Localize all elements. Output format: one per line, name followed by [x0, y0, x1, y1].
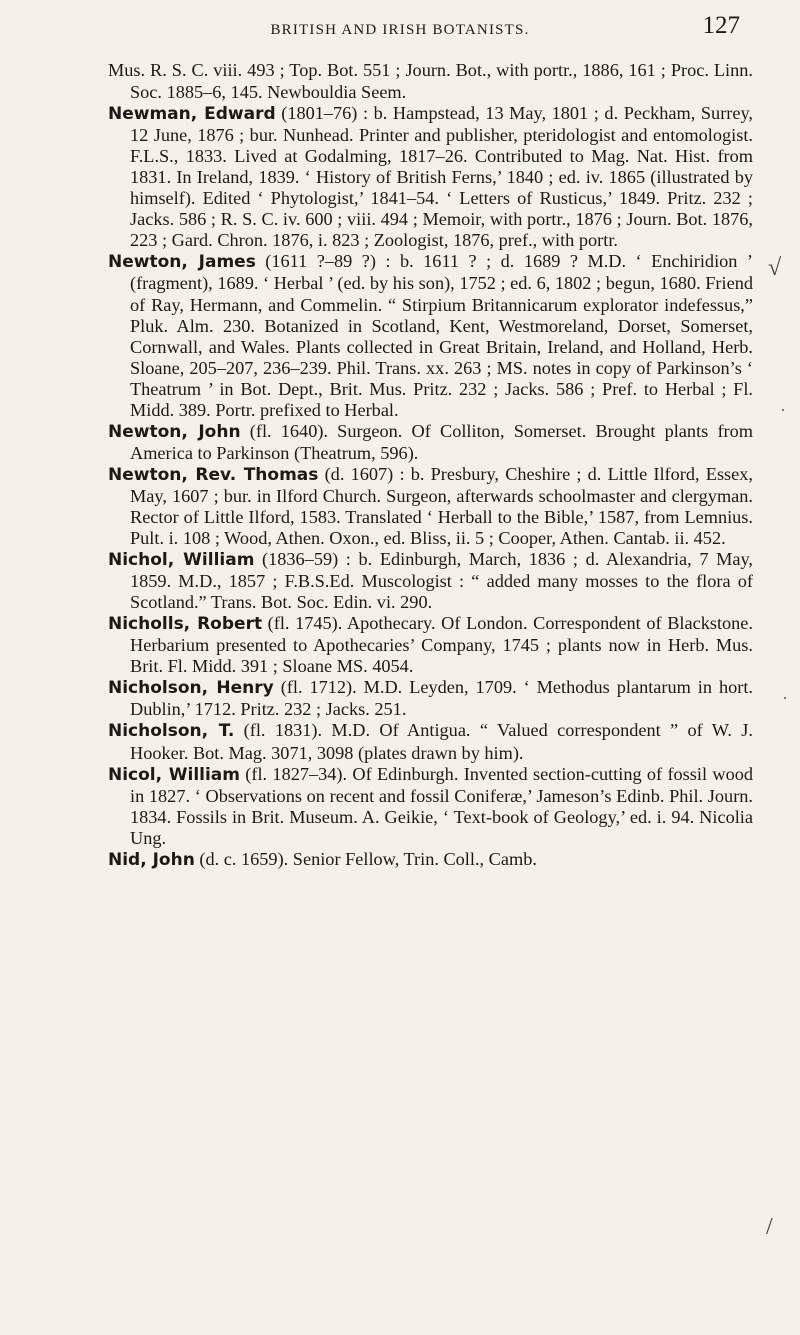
entry-text: (fl. 1827–34). Of Edinburgh. Invented section-cutting of fossil wood in 1827. ‘ Observations on recent and fossil Coniferæ,’ Jameson’s Edinb. Phil. Journ. 1834. Fossils in Brit. Museum. A. Geikie, ‘ Text-book of Geology,’ ed. i. 94. Nicolia Ung. — [130, 763, 753, 848]
page-number: 127 — [702, 12, 740, 39]
entry-nicholson-t — [108, 720, 753, 763]
entry-newman-edward — [108, 103, 753, 251]
entry-text: Mus. R. S. C. viii. 493 ; Top. Bot. 551 ; Journ. Bot., with portr., 1886, 161 ; Proc. Linn. Soc. 1885–6, 145. Newbouldia Seem. — [108, 60, 753, 103]
check-mark-icon: √ — [768, 255, 782, 281]
running-title: BRITISH AND IRISH BOTANISTS. — [270, 22, 530, 38]
margin-dot-icon: · — [780, 400, 786, 420]
entry-newton-john — [108, 421, 753, 464]
entry-text: (1611 ?–89 ?) : b. 1611 ? ; d. 1689 ? M.D. ‘ Enchiridion ’ (fragment), 1689. ‘ Herbal ’ (ed. by his son), 1752 ; ed. 6, 1802 ; begun, 1680. Friend of Ray, Hermann, and Commelin. “ Stirpium Britannicarum explorator indefessus,” Pluk. Alm. 230. Botanized in Scotland, Kent, Westmoreland, Dorset, Somerset, Cornwall, and Wales. Plants collected in Great Britain, Ireland, and Holland, Herb. Sloane, 205–207, 236–239. Phil. Trans. xx. 263 ; MS. notes in copy of Parkinson’s ‘ Theatrum ’ in Bot. Dept., Brit. Mus. Pritz. 232 ; Jacks. 586 ; Pref. to Herbal ; Fl. Midd. 389. Portr. prefixed to Herbal. — [130, 251, 753, 420]
entry-nicholls-robert — [108, 613, 753, 677]
entries-list — [108, 60, 753, 871]
entry-name: Nicholson, Henry — [108, 678, 274, 699]
entry-nicol-william — [108, 764, 753, 849]
entry-text: (fl. 1831). M.D. Of Antigua. “ Valued correspondent ” of W. J. Hooker. Bot. Mag. 3071, 3098 (plates drawn by him). — [130, 720, 753, 763]
entry-name: Nicholls, Robert — [108, 614, 263, 635]
entry-name: Nid, John — [108, 849, 195, 870]
entry-nichol-william — [108, 549, 753, 613]
entry-newton-james — [108, 251, 753, 420]
entry-text: (1836–59) : b. Edinburgh, March, 1836 ; d. Alexandria, 7 May, 1859. M.D., 1857 ; F.B.S.Ed. Muscologist : “ added many mosses to the flora of Scotland.” Trans. Bot. Soc. Edin. vi. 290. — [130, 549, 753, 613]
entry-text: (1801–76) : b. Hampstead, 13 May, 1801 ; d. Peckham, Surrey, 12 June, 1876 ; bur. Nunhead. Printer and publisher, pteridologist and entomologist. F.L.S., 1833. Lived at Godalming, 1817–26. Contributed to Mag. Nat. Hist. from 1831. In Ireland, 1839. ‘ History of British Ferns,’ 1840 ; ed. iv. 1865 (illustrated by himself). Edited ‘ Phytologist,’ 1841–54. ‘ Letters of Rusticus,’ 1849. Pritz. 232 ; Jacks. 586 ; R. S. C. iv. 600 ; viii. 494 ; Memoir, with portr., 1876 ; Journ. Bot. 1876, 223 ; Gard. Chron. 1876, i. 823 ; Zoologist, 1876, pref., with portr. — [130, 103, 754, 251]
entry-text: (fl. 1640). Surgeon. Of Colliton, Somerset. Brought plants from America to Parkinson (Theatrum, 596). — [130, 420, 753, 463]
entry-text: (fl. 1745). Apothecary. Of London. Correspondent of Blackstone. Herbarium presented to Apothecaries’ Company, 1745 ; plants now in Herb. Mus. Brit. Fl. Midd. 391 ; Sloane MS. 4054. — [130, 613, 753, 677]
entry-name: Newton, John — [108, 421, 241, 442]
margin-dot-icon: · — [782, 688, 788, 708]
page-header — [0, 12, 800, 52]
entry-name: Newman, Edward — [108, 104, 276, 125]
entry-text: (d. 1607) : b. Presbury, Cheshire ; d. Little Ilford, Essex, May, 1607 ; bur. in Ilford Church. Surgeon, afterwards schoolmaster and clergyman. Rector of Little Ilford, 1583. Translated ‘ Herball to the Bible,’ 1587, from Lemnius. Pult. i. 108 ; Wood, Athen. Oxon., ed. Bliss, ii. 5 ; Cooper, Athen. Cantab. ii. 452. — [130, 463, 753, 549]
entry-name: Newton, James — [108, 252, 256, 273]
entry-name: Nichol, William — [108, 550, 255, 571]
entry-name: Nicol, William — [108, 764, 240, 785]
entry-nid-john — [108, 849, 753, 871]
entry-text: (d. c. 1659). Senior Fellow, Trin. Coll., Camb. — [194, 848, 537, 869]
entry-name: Newton, Rev. Thomas — [108, 464, 319, 485]
entry-newton-thomas — [108, 464, 753, 549]
entry-name: Nicholson, T. — [108, 721, 235, 742]
entry-nicholson-henry — [108, 677, 753, 720]
tick-mark-icon: / — [766, 1214, 773, 1240]
entry-continuation — [108, 60, 753, 103]
entry-text: (fl. 1712). M.D. Leyden, 1709. ‘ Methodus plantarum in hort. Dublin,’ 1712. Pritz. 232 ; Jacks. 251. — [130, 677, 754, 720]
